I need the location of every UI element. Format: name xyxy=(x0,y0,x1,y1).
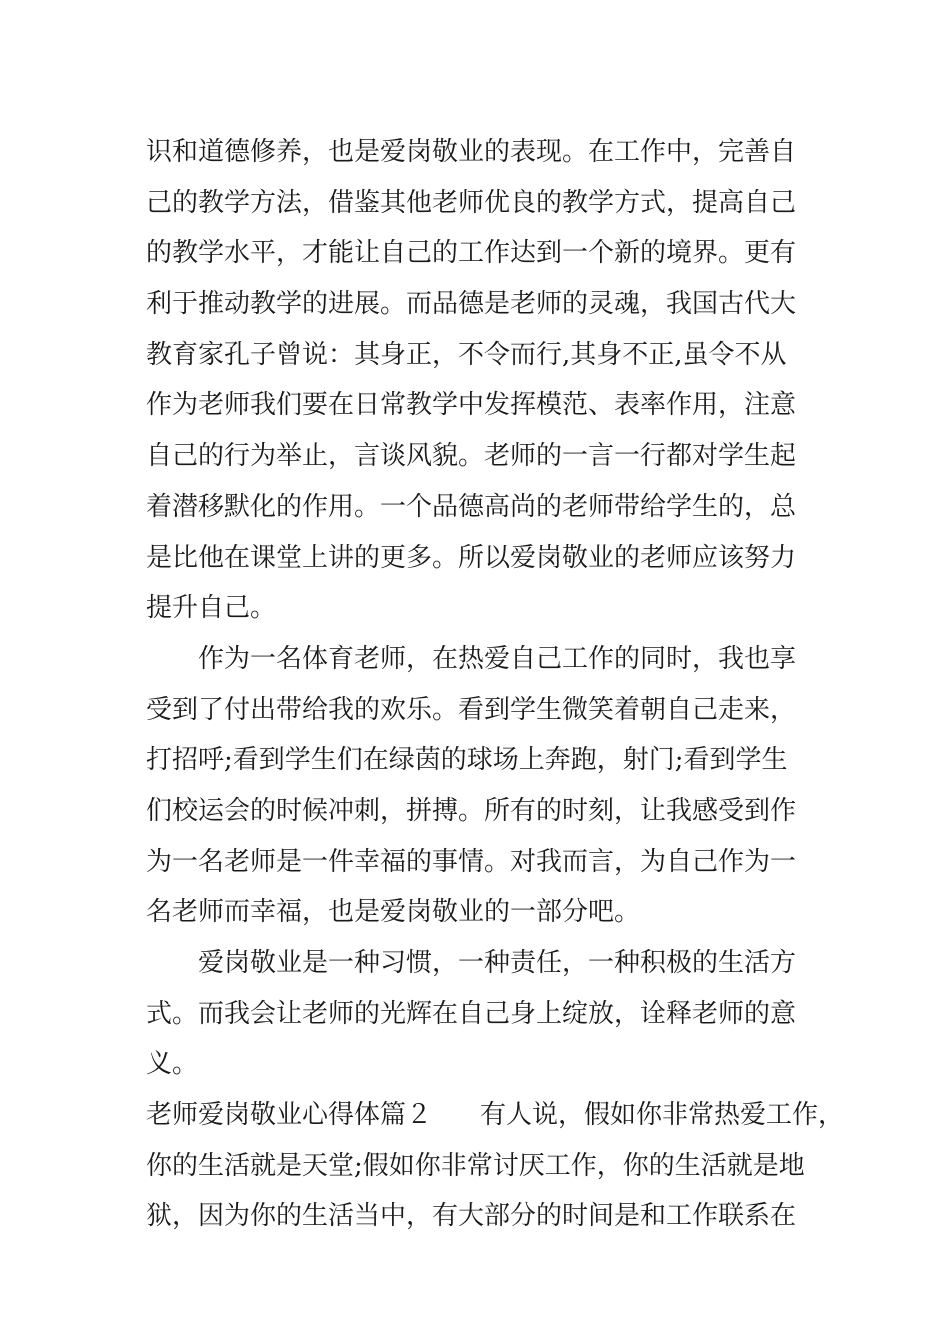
paragraph-1-line-4: 利于推动教学的进展。而品德是老师的灵魂，我国古代大 xyxy=(146,289,797,320)
paragraph-1-line-8: 着潜移默化的作用。一个品德高尚的老师带给学生的，总 xyxy=(146,491,797,522)
paragraph-3-line-2: 式。而我会让老师的光辉在自己身上绽放，诠释老师的意 xyxy=(146,998,797,1029)
paragraph-2-line-1: 作为一名体育老师，在热爱自己工作的同时，我也享 xyxy=(198,643,797,674)
paragraph-2-line-3: 打招呼;看到学生们在绿茵的球场上奔跑，射门;看到学生 xyxy=(146,745,788,776)
paragraph-4-line-3: 狱，因为你的生活当中，有大部分的时间是和工作联系在 xyxy=(146,1201,797,1232)
paragraph-1-line-10: 提升自己。 xyxy=(146,593,277,624)
paragraph-1-line-1: 识和道德修养，也是爱岗敬业的表现。在工作中，完善自 xyxy=(146,137,797,167)
paragraph-2-line-5: 为一名老师是一件幸福的事情。对我而言，为自己作为一 xyxy=(146,846,797,877)
paragraph-3-line-3: 义。 xyxy=(146,1049,199,1080)
paragraph-1-line-5: 教育家孔子曾说：其身正，不令而行,其身不正,虽令不从 xyxy=(146,339,787,370)
paragraph-2-line-4: 们校运会的时候冲刺，拼搏。所有的时刻，让我感受到作 xyxy=(146,795,797,826)
paragraph-1-line-7: 自己的行为举止，言谈风貌。老师的一言一行都对学生起 xyxy=(146,441,797,472)
paragraph-4-line-2: 你的生活就是天堂;假如你非常讨厌工作，你的生活就是地 xyxy=(146,1150,805,1181)
paragraph-4-line-1: 有人说，假如你非常热爱工作， xyxy=(480,1100,845,1131)
paragraph-1-line-6: 作为老师我们要在日常教学中发挥模范、表率作用，注意 xyxy=(146,390,797,421)
paragraph-1-line-2: 己的教学方法，借鉴其他老师优良的教学方式，提高自己 xyxy=(146,187,797,218)
paragraph-1-line-3: 的教学水平，才能让自己的工作达到一个新的境界。更有 xyxy=(146,238,797,269)
section-heading: 老师爱岗敬业心得体篇２ xyxy=(146,1100,433,1131)
paragraph-2-line-2: 受到了付出带给我的欢乐。看到学生微笑着朝自己走来， xyxy=(146,694,797,725)
paragraph-1-line-9: 是比他在课堂上讲的更多。所以爱岗敬业的老师应该努力 xyxy=(146,542,797,573)
document-body xyxy=(146,127,845,1242)
paragraph-3-line-1: 爱岗敬业是一种习惯，一种责任，一种积极的生活方 xyxy=(198,948,797,978)
section-heading-line xyxy=(146,1090,845,1141)
paragraph-2-line-6: 名老师而幸福，也是爱岗敬业的一部分吧。 xyxy=(146,897,641,928)
